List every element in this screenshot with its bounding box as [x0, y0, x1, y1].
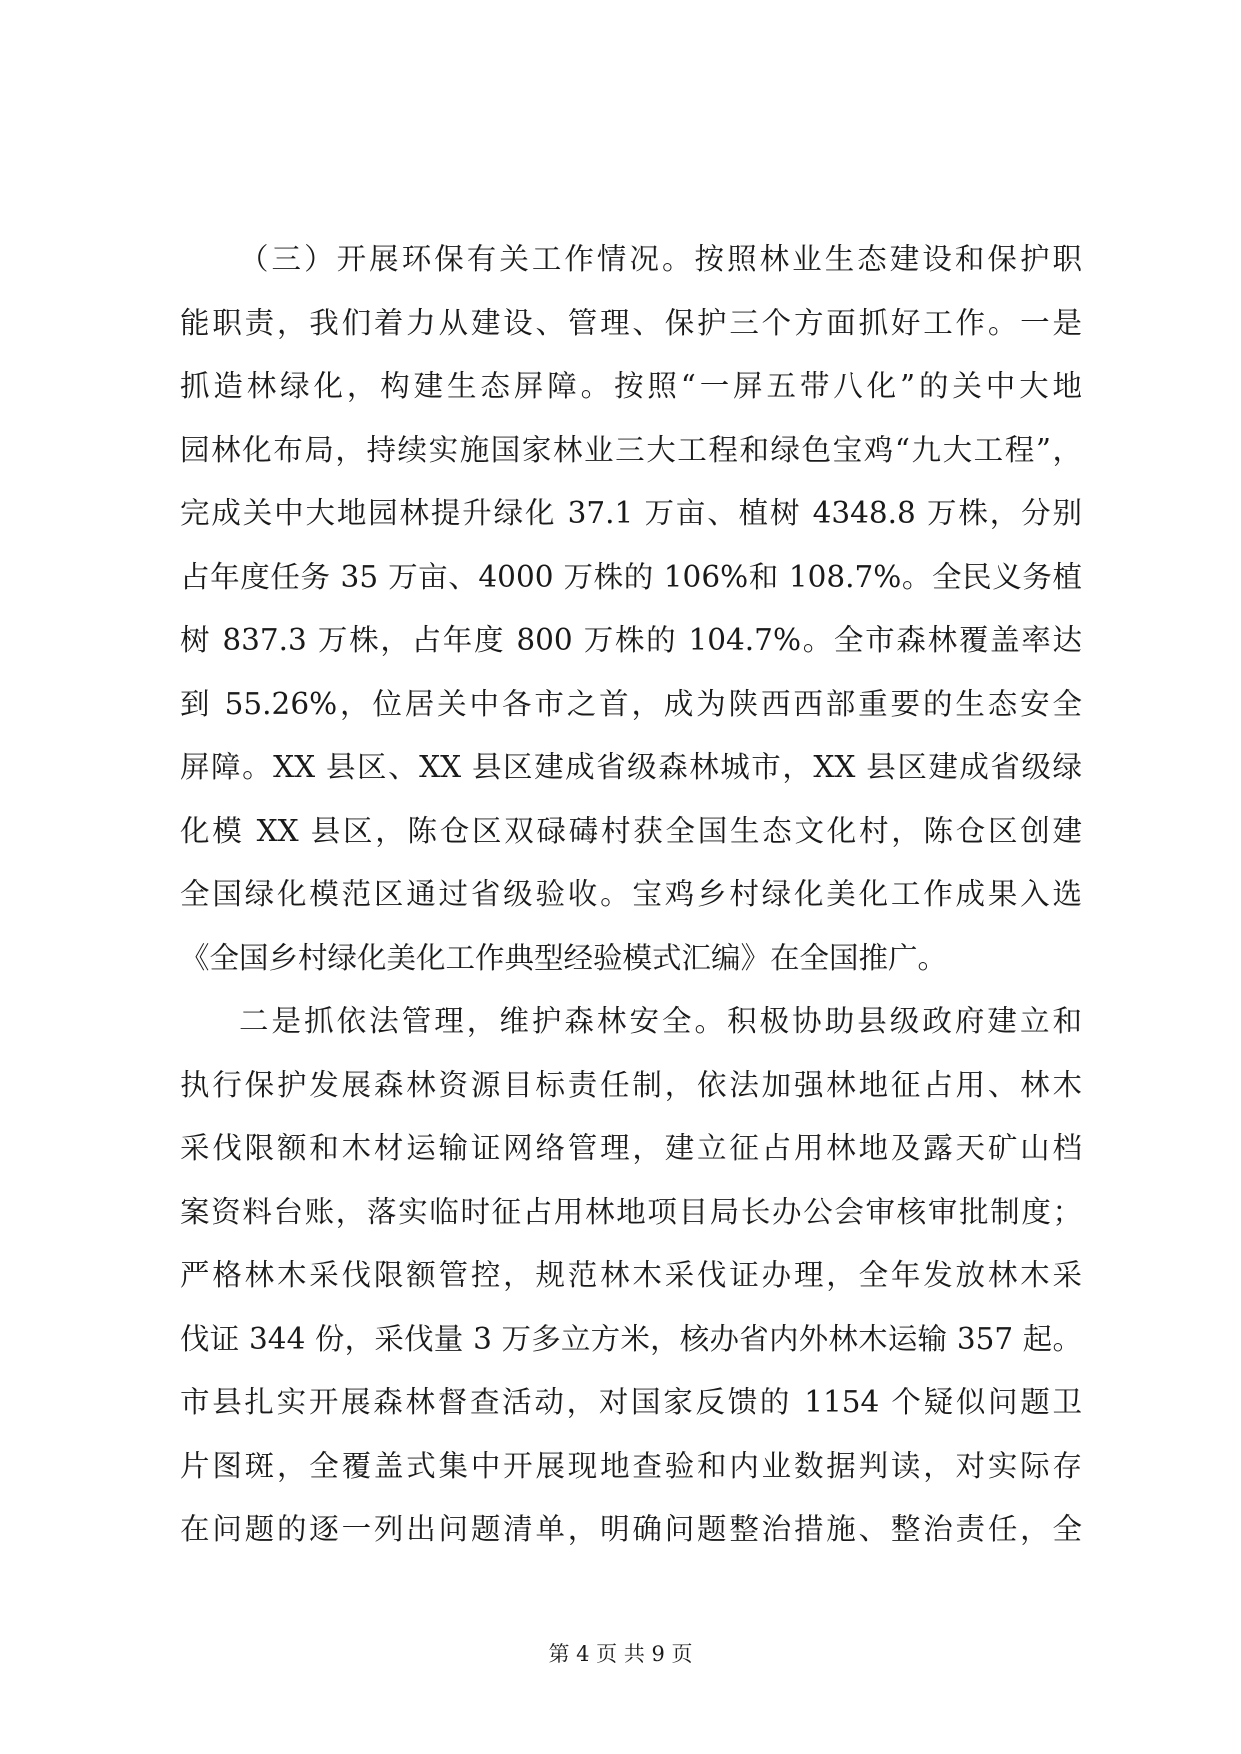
text-line: 到 55.26%，位居关中各市之首，成为陕西西部重要的生态安全: [180, 686, 1082, 721]
text-line: 严格林木采伐限额管控，规范林木采伐证办理，全年发放林木采: [180, 1258, 1082, 1292]
paragraph-forest-management: [180, 990, 1082, 1562]
text-line: 全国绿化模范区通过省级验收。宝鸡乡村绿化美化工作成果入选: [180, 877, 1082, 911]
text-line: 树 837.3 万株，占年度 800 万株的 104.7%。全市森林覆盖率达: [180, 623, 1082, 657]
text-line: 能职责，我们着力从建设、管理、保护三个方面抓好工作。一是: [180, 305, 1082, 340]
text-line: 案资料台账，落实临时征占用林地项目局长办公会审核审批制度；: [180, 1194, 1082, 1229]
text-line: （三）开展环保有关工作情况。按照林业生态建设和保护职: [239, 242, 1082, 276]
text-line: 完成关中大地园林提升绿化 37.1 万亩、植树 4348.8 万株，分别: [180, 496, 1082, 530]
text-line: 屏障。XX 县区、XX 县区建成省级森林城市，XX 县区建成省级绿: [180, 750, 1082, 784]
text-line: 片图斑，全覆盖式集中开展现地查验和内业数据判读，对实际存: [180, 1448, 1082, 1483]
text-line: 伐证 344 份，采伐量 3 万多立方米，核办省内外林木运输 357 起。: [180, 1321, 1082, 1356]
text-line: 市县扎实开展森林督查活动，对国家反馈的 1154 个疑似问题卫: [180, 1385, 1082, 1419]
paragraph-environmental-work: [180, 228, 1082, 990]
text-line: 二是抓依法管理，维护森林安全。积极协助县级政府建立和: [239, 1004, 1082, 1038]
page-footer: 第 4 页 共 9 页: [548, 1642, 693, 1666]
text-line: 执行保护发展森林资源目标责任制，依法加强林地征占用、林木: [180, 1067, 1082, 1102]
text-line: 采伐限额和木材运输证网络管理，建立征占用林地及露天矿山档: [180, 1131, 1082, 1165]
text-line: 园林化布局，持续实施国家林业三大工程和绿色宝鸡“九大工程”，: [180, 432, 1082, 467]
page-body: [180, 228, 1082, 1562]
text-line: 《全国乡村绿化美化工作典型经验模式汇编》在全国推广。: [180, 940, 948, 975]
text-line: 在问题的逐一列出问题清单，明确问题整治措施、整治责任，全: [180, 1512, 1082, 1546]
text-line: 抓造林绿化，构建生态屏障。按照“一屏五带八化”的关中大地: [180, 369, 1082, 403]
text-line: 占年度任务 35 万亩、4000 万株的 106%和 108.7%。全民义务植: [180, 559, 1082, 594]
text-line: 化模 XX 县区，陈仓区双碌碡村获全国生态文化村，陈仓区创建: [180, 813, 1082, 848]
